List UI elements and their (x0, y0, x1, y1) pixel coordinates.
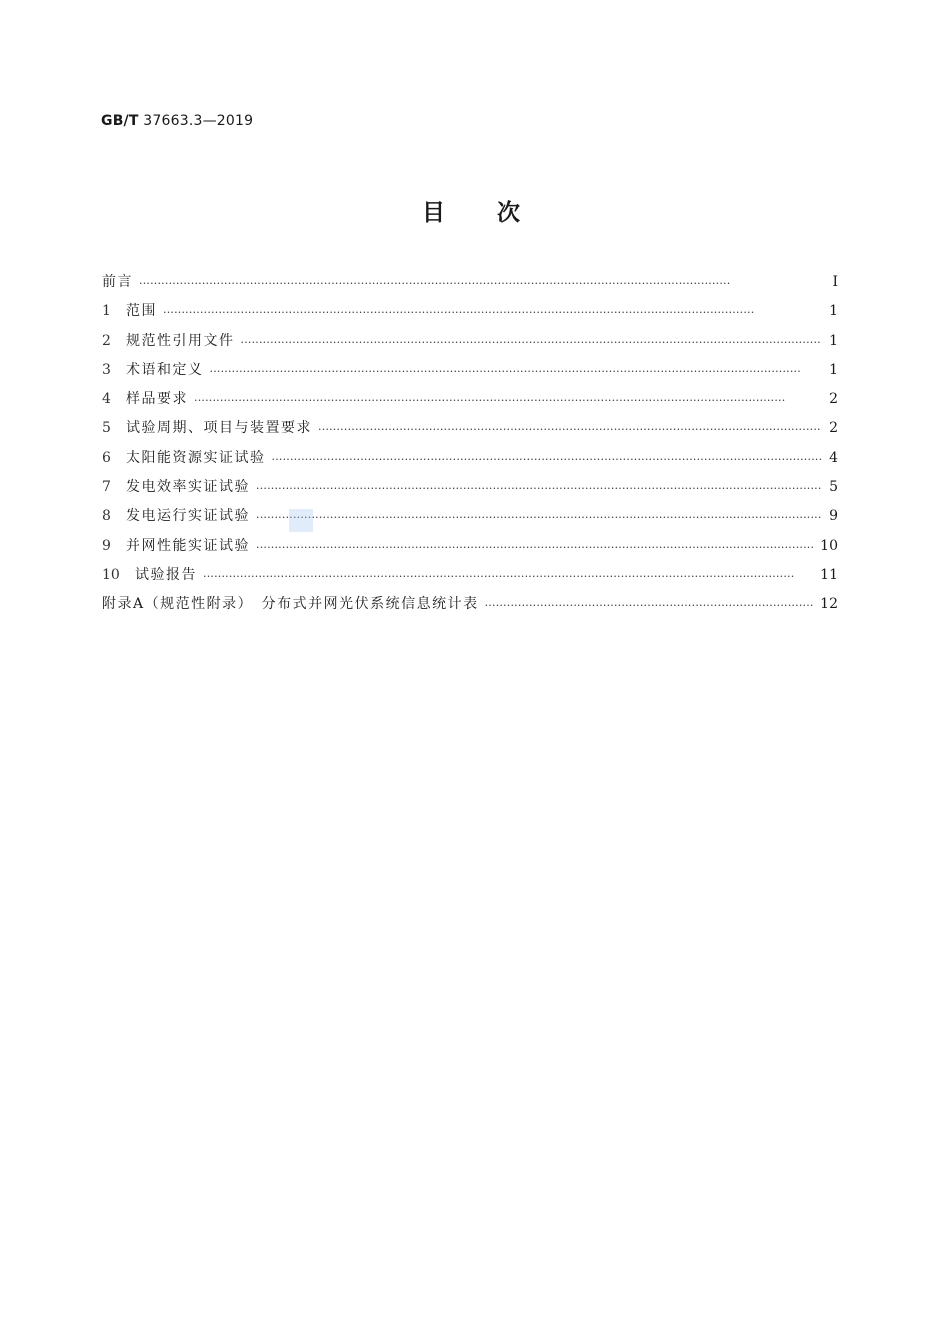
toc-entry-5[interactable] (102, 417, 838, 446)
toc-leader-dots (194, 392, 822, 406)
toc-entry-10[interactable] (102, 564, 838, 593)
toc-leader-dots (272, 451, 823, 465)
toc-leader-dots (203, 568, 814, 582)
standard-code: GB/T (101, 113, 139, 129)
toc-entry-page: 5 (829, 479, 838, 496)
toc-leader-dots (256, 539, 814, 553)
toc-entry-page: 2 (829, 391, 838, 408)
toc-entry-label: 并网性能实证试验 (126, 537, 250, 554)
toc-entry-foreword[interactable] (102, 271, 838, 300)
toc-entry-label: 试验报告 (135, 566, 197, 583)
toc-entry-4[interactable] (102, 388, 838, 417)
toc-entry-label: 前言 (102, 274, 133, 290)
toc-entry-number: 1 (102, 303, 111, 320)
toc-entry-label: 太阳能资源实证试验 (126, 449, 266, 466)
toc-entry-number: 4 (102, 391, 111, 408)
toc-leader-dots (163, 304, 822, 318)
toc-entry-page: 1 (829, 332, 838, 349)
page-title: 目次 (422, 200, 572, 226)
toc-leader-dots (241, 334, 823, 348)
toc-entry-page: Ⅰ (832, 274, 838, 290)
selection-highlight (289, 509, 313, 532)
standard-header (101, 113, 253, 129)
toc-entry-label: 试验周期、项目与装置要求 (126, 420, 312, 437)
toc-entry-label: 发电效率实证试验 (126, 479, 250, 496)
toc-entry-number: 6 (102, 449, 111, 466)
toc-leader-dots (318, 421, 822, 435)
table-of-contents (102, 271, 838, 623)
toc-entry-label: 发电运行实证试验 (126, 508, 250, 525)
toc-entry-9[interactable] (102, 535, 838, 564)
toc-entry-page: 9 (829, 508, 838, 525)
toc-entry-number: 5 (102, 420, 111, 437)
toc-entry-page: 4 (829, 449, 838, 466)
toc-leader-dots (256, 480, 822, 494)
toc-entry-page: 10 (820, 537, 838, 554)
toc-entry-label: 范围 (126, 303, 157, 320)
toc-entry-number: 8 (102, 508, 111, 525)
toc-leader-dots (210, 363, 823, 377)
toc-entry-page: 12 (820, 596, 838, 613)
toc-entry-label: 术语和定义 (126, 361, 204, 378)
toc-entry-page: 1 (829, 361, 838, 378)
toc-entry-6[interactable] (102, 447, 838, 476)
toc-entry-8[interactable] (102, 505, 838, 534)
toc-entry-2[interactable] (102, 330, 838, 359)
toc-leader-dots (485, 597, 815, 611)
toc-leader-dots (256, 509, 822, 523)
toc-entry-page: 1 (829, 303, 838, 320)
toc-entry-label: 样品要求 (126, 391, 188, 408)
toc-entry-page: 11 (820, 566, 838, 583)
toc-leader-dots (139, 275, 822, 289)
toc-entry-7[interactable] (102, 476, 838, 505)
toc-entry-number: 2 (102, 332, 111, 349)
toc-entry-number: 7 (102, 479, 111, 496)
toc-entry-number: 3 (102, 361, 111, 378)
toc-entry-label: 规范性引用文件 (126, 332, 235, 349)
toc-entry-label: 附录A（规范性附录） 分布式并网光伏系统信息统计表 (102, 596, 479, 613)
toc-entry-3[interactable] (102, 359, 838, 388)
toc-entry-number: 10 (102, 566, 120, 583)
standard-number: 37663.3—2019 (143, 113, 254, 129)
toc-entry-annex-a[interactable] (102, 593, 838, 622)
toc-entry-number: 9 (102, 537, 111, 554)
toc-entry-page: 2 (829, 420, 838, 437)
toc-entry-1[interactable] (102, 300, 838, 329)
